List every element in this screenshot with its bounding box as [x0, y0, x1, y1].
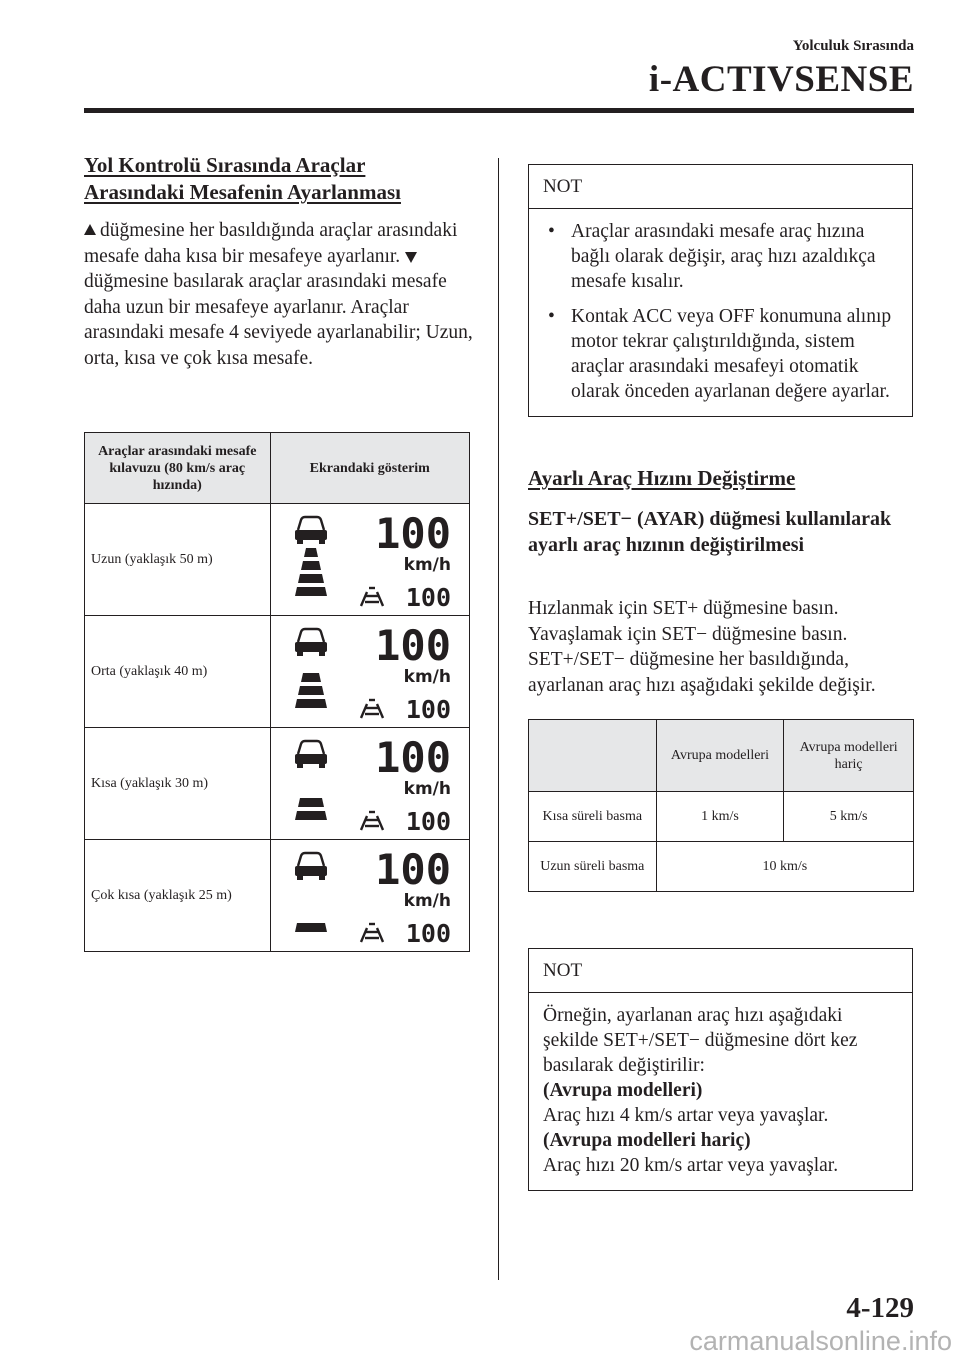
table-row: [85, 728, 470, 840]
display-cell: [270, 504, 469, 616]
column-divider: [498, 158, 499, 1280]
speed-unit: km/h: [403, 891, 451, 911]
para-down: düğmesine basılarak araçlar arasındaki mesafe daha uzun bir mesafeye ayarlanır. Araçlar arasındaki mesafe 4 seviyede ayarlanabilir; Uzun, orta, kısa ve çok kısa mesafe.: [84, 271, 473, 369]
section-title-line2: Arasındaki Mesafenin Ayarlanması: [84, 180, 401, 204]
note-item: • Kontak ACC veya OFF konumuna alınıp motor tekrar çalıştırıldığında, sistem araçlar arasındaki mesafeyi otomatik olarak önceden ayarlanan değere ayarlar.: [543, 304, 898, 404]
speed-col-europe: Avrupa modelleri: [656, 720, 784, 792]
distance-bar: [295, 811, 327, 820]
set-speed-readout: 100: [405, 695, 451, 722]
speed-value: 10 km/s: [656, 842, 913, 892]
header-rule: [84, 108, 914, 113]
note-heading: NOT: [529, 165, 912, 209]
distance-bars-icon: [295, 923, 327, 932]
note-box-1: [528, 164, 913, 417]
section-title-line1: Yol Kontrolü Sırasında Araçlar: [84, 153, 366, 177]
cluster-display-icon: [281, 846, 465, 946]
speed-paragraph: Hızlanmak için SET+ düğmesine basın. Yavaşlamak için SET− düğmesine basın. SET+/SET− düğmesine her basıldığında, ayarlanan araç hızı aşağıdaki şekilde değişir.: [528, 598, 876, 696]
triangle-down-icon: [405, 252, 417, 263]
set-speed-gauge-icon: [361, 588, 383, 606]
distance-label: Çok kısa (yaklaşık 25 m): [85, 840, 271, 952]
table-row: [85, 840, 470, 952]
speed-table: [528, 719, 914, 892]
note-text: Örneğin, ayarlanan araç hızı aşağıdaki şekilde SET+/SET− düğmesine dört kez basılarak değiştirilir:: [543, 1005, 858, 1076]
display-cell: [270, 616, 469, 728]
header-chapter-title: i-ACTIVSENSE: [648, 59, 914, 100]
distance-label: Uzun (yaklaşık 50 m): [85, 504, 271, 616]
distance-bar: [295, 699, 327, 708]
left-column: [84, 152, 474, 371]
distance-label: Kısa (yaklaşık 30 m): [85, 728, 271, 840]
speed-col-empty: [529, 720, 657, 792]
table-row: [85, 616, 470, 728]
note-bold: (Avrupa modelleri hariç): [543, 1130, 751, 1151]
note-text: Araç hızı 4 km/s artar veya yavaşlar.: [543, 1105, 829, 1126]
press-type: Uzun süreli basma: [529, 842, 657, 892]
watermark: carmanualsonline.info: [689, 1326, 952, 1356]
note-item: • Araçlar arasındaki mesafe araç hızına bağlı olarak değişir, araç hızı azaldıkça mesafe kısalır.: [543, 219, 898, 294]
note-bold: (Avrupa modelleri): [543, 1080, 703, 1101]
table-row: [529, 792, 914, 842]
speed-value: 1 km/s: [656, 792, 784, 842]
section-title-speed: Ayarlı Araç Hızını Değiştirme: [528, 466, 796, 490]
table-row: [85, 504, 470, 616]
distance-bars-icon: [295, 548, 327, 596]
distance-bar: [301, 673, 321, 682]
speed-col-non-europe: Avrupa modelleri hariç: [784, 720, 914, 792]
distance-bar: [304, 548, 318, 557]
distance-bar: [295, 587, 327, 596]
section-title: [84, 152, 474, 206]
distance-bar: [298, 686, 324, 695]
speed-unit: km/h: [403, 667, 451, 687]
speed-readout: 100: [374, 734, 451, 782]
distance-bars-icon: [295, 673, 327, 708]
set-speed-gauge-icon: [361, 700, 383, 718]
speed-unit: km/h: [403, 779, 451, 799]
distance-col-display: Ekrandaki gösterim: [270, 433, 469, 504]
set-speed-readout: 100: [405, 919, 451, 946]
car-icon: [295, 629, 327, 656]
distance-bars-icon: [295, 798, 327, 820]
note-body: [529, 209, 912, 416]
set-speed-gauge-icon: [361, 924, 383, 942]
cluster-display-icon: [281, 510, 465, 610]
header-section-label: Yolculuk Sırasında: [792, 38, 914, 54]
set-speed-readout: 100: [405, 583, 451, 610]
display-cell: [270, 728, 469, 840]
cluster-display-icon: [281, 734, 465, 834]
note-body: [529, 993, 912, 1190]
note-box-2: [528, 948, 913, 1191]
intro-paragraph: [84, 218, 474, 371]
distance-bar: [298, 574, 324, 583]
note-heading: NOT: [529, 949, 912, 993]
speed-readout: 100: [374, 846, 451, 894]
page-number: 4-129: [846, 1292, 914, 1324]
para-up: düğmesine her basıldığında araçlar arasındaki mesafe daha kısa bir mesafeye ayarlanır.: [84, 220, 458, 267]
note-text: Araç hızı 20 km/s artar veya yavaşlar.: [543, 1155, 839, 1176]
speed-readout: 100: [374, 622, 451, 670]
car-icon: [295, 741, 327, 768]
set-speed-readout: 100: [405, 807, 451, 834]
display-cell: [270, 840, 469, 952]
speed-value: 5 km/s: [784, 792, 914, 842]
distance-bar: [298, 798, 324, 807]
press-type: Kısa süreli basma: [529, 792, 657, 842]
car-icon: [295, 853, 327, 880]
car-icon: [295, 517, 327, 544]
distance-bar: [301, 561, 321, 570]
speed-unit: km/h: [403, 555, 451, 575]
distance-label: Orta (yaklaşık 40 m): [85, 616, 271, 728]
triangle-up-icon: [84, 224, 96, 235]
subsection-title: SET+/SET− (AYAR) düğmesi kullanılarak ayarlı araç hızının değiştirilmesi: [528, 508, 892, 556]
speed-readout: 100: [374, 510, 451, 558]
distance-col-guide: Araçlar arasındaki mesafe kılavuzu (80 km/s araç hızında): [85, 433, 271, 504]
cluster-display-icon: [281, 622, 465, 722]
distance-bar: [295, 923, 327, 932]
distance-table: [84, 432, 470, 952]
set-speed-gauge-icon: [361, 812, 383, 830]
table-row: [529, 842, 914, 892]
